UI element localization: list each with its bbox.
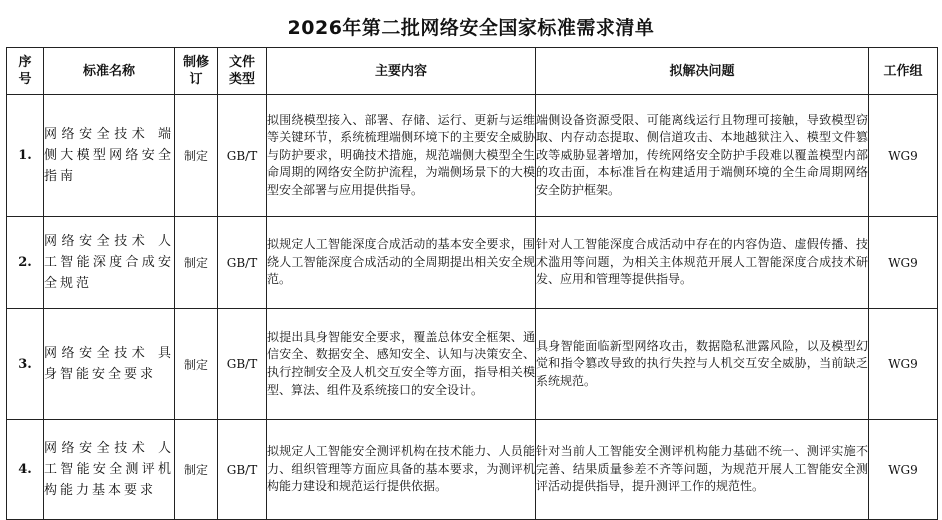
row-number: 1. (7, 95, 44, 217)
standard-name: 网络安全技术 人工智能深度合成安全规范 (44, 217, 175, 309)
standards-table (6, 47, 938, 520)
table-row (7, 217, 938, 309)
standard-name: 网络安全技术 具身智能安全要求 (44, 309, 175, 420)
page-title: 2026年第二批网络安全国家标准需求清单 (287, 17, 655, 39)
revision-type: 制定 (175, 309, 218, 420)
problem-text: 端侧设备资源受限、可能离线运行且物理可接触，导致模型窃取、内存动态提取、侧信道攻击、本地越狱注入、模型文件篡改等威胁显著增加，传统网络安全防护手段难以覆盖模型内部的攻击面，本标准旨在构建适用于端侧环境的全生命周期网络安全防护框架。 (536, 95, 869, 217)
table-row (7, 420, 938, 520)
main-content: 拟规定人工智能深度合成活动的基本安全要求，围绕人工智能深度合成活动的全周期提出相关安全规范。 (267, 217, 536, 309)
doc-type: GB/T (218, 420, 267, 520)
working-group: WG9 (869, 95, 938, 217)
problem-text: 具身智能面临新型网络攻击，数据隐私泄露风险，以及模型幻觉和指令篡改导致的执行失控与人机交互安全威胁，当前缺乏系统规范。 (536, 309, 869, 420)
working-group: WG9 (869, 217, 938, 309)
doc-type: GB/T (218, 95, 267, 217)
header-doc-type: 文件类型 (218, 48, 267, 95)
main-content: 拟提出具身智能安全要求，覆盖总体安全框架、通信安全、数据安全、感知安全、认知与决策安全、执行控制安全及人机交互安全等方面，指导相关模型、算法、组件及系统接口的安全设计。 (267, 309, 536, 420)
revision-type: 制定 (175, 95, 218, 217)
working-group: WG9 (869, 309, 938, 420)
standard-name: 网络安全技术 端侧大模型网络安全指南 (44, 95, 175, 217)
revision-type: 制定 (175, 217, 218, 309)
header-no: 序号 (7, 48, 44, 95)
header-name: 标准名称 (44, 48, 175, 95)
revision-type: 制定 (175, 420, 218, 520)
row-number: 4. (7, 420, 44, 520)
table-row (7, 309, 938, 420)
row-number: 2. (7, 217, 44, 309)
row-number: 3. (7, 309, 44, 420)
doc-type: GB/T (218, 217, 267, 309)
table-row (7, 95, 938, 217)
problem-text: 针对人工智能深度合成活动中存在的内容伪造、虚假传播、技术滥用等问题，为相关主体规范开展人工智能深度合成技术研发、应用和管理等提供指导。 (536, 217, 869, 309)
header-problem: 拟解决问题 (536, 48, 869, 95)
header-row (7, 48, 938, 95)
doc-type: GB/T (218, 309, 267, 420)
main-content: 拟规定人工智能安全测评机构在技术能力、人员能力、组织管理等方面应具备的基本要求，为测评机构能力建设和规范运行提供依据。 (267, 420, 536, 520)
main-content: 拟围绕模型接入、部署、存储、运行、更新与运维等关键环节，系统梳理端侧环境下的主要安全威胁与防护要求，明确技术措施，规范端侧大模型全生命周期的网络安全防护流程，为端侧场景下的大模型安全部署与应用提供指导。 (267, 95, 536, 217)
working-group: WG9 (869, 420, 938, 520)
header-group: 工作组 (869, 48, 938, 95)
standard-name: 网络安全技术 人工智能安全测评机构能力基本要求 (44, 420, 175, 520)
header-revision: 制修订 (175, 48, 218, 95)
header-content: 主要内容 (267, 48, 536, 95)
problem-text: 针对当前人工智能安全测评机构能力基础不统一、测评实施不完善、结果质量参差不齐等问题，为规范开展人工智能安全测评活动提供指导，提升测评工作的规范性。 (536, 420, 869, 520)
